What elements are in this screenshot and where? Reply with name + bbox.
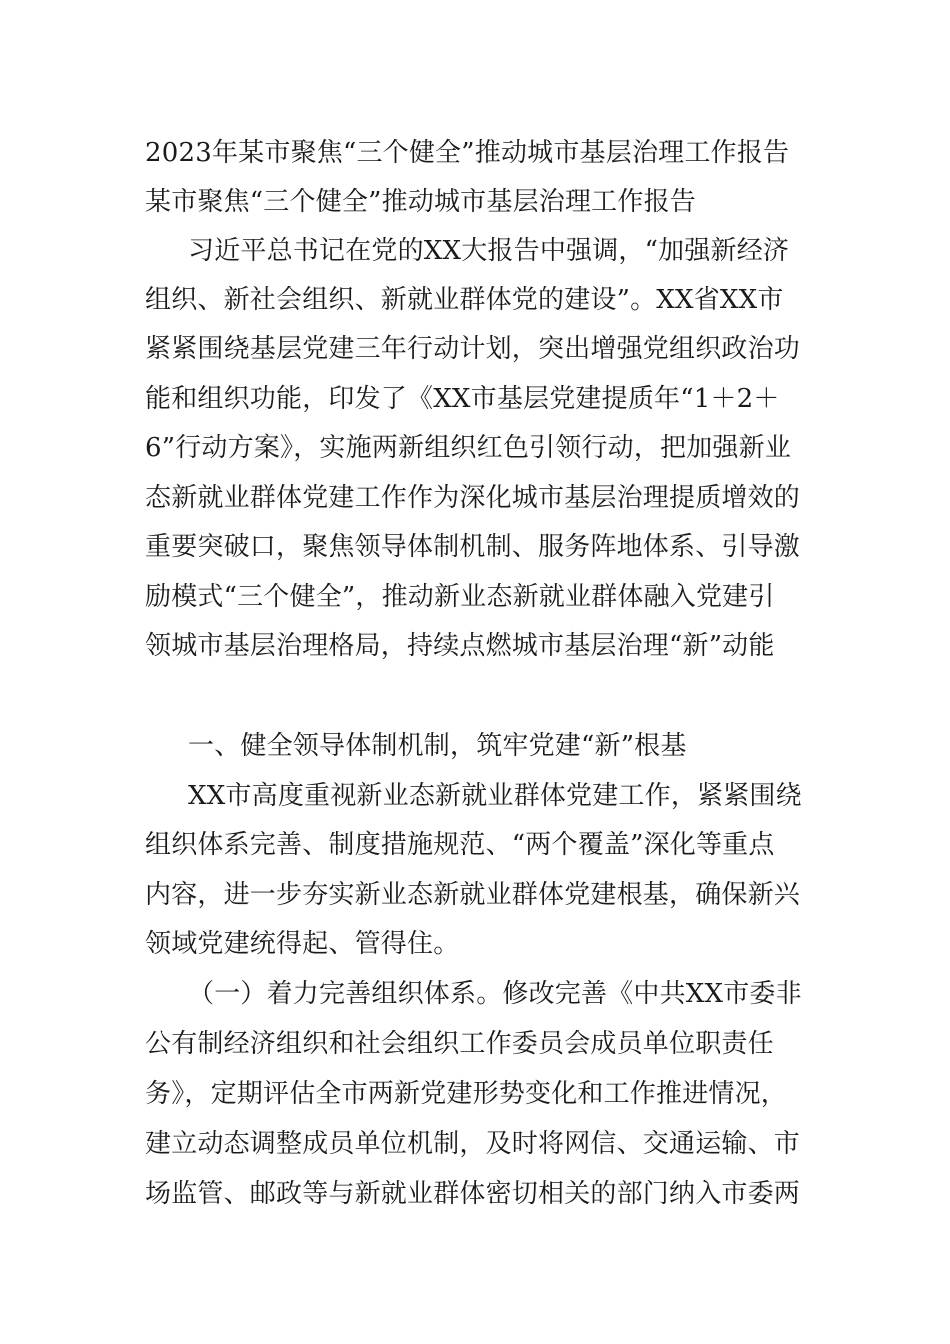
section-heading: 一、健全领导体制机制，筑牢党建“新”根基 <box>188 731 687 761</box>
subsection-paragraph-line: 建立动态调整成员单位机制，及时将网信、交通运输、市 <box>145 1129 801 1159</box>
subsection-paragraph-line: 场监管、邮政等与新就业群体密切相关的部门纳入市委两 <box>145 1179 801 1209</box>
intro-paragraph-line: 励模式“三个健全”，推动新业态新就业群体融入党建引 <box>145 582 775 612</box>
intro-paragraph-line: 紧紧围绕基层党建三年行动计划，突出增强党组织政治功 <box>145 334 801 364</box>
subsection-paragraph-line: 务》，定期评估全市两新党建形势变化和工作推进情况， <box>145 1079 788 1109</box>
document-subtitle: 某市聚焦“三个健全”推动城市基层治理工作报告 <box>145 187 696 217</box>
intro-paragraph-line: 能和组织功能，印发了《XX市基层党建提质年“1＋2＋ <box>145 384 780 414</box>
section-paragraph-line: XX市高度重视新业态新就业群体党建工作，紧紧围绕 <box>188 781 802 811</box>
intro-paragraph-line: 重要突破口，聚焦领导体制机制、服务阵地体系、引导激 <box>145 532 801 562</box>
section-paragraph-line: 组织体系完善、制度措施规范、“两个覆盖”深化等重点 <box>145 830 775 860</box>
document-title: 2023年某市聚焦“三个健全”推动城市基层治理工作报告 <box>145 138 790 168</box>
intro-paragraph-line: 态新就业群体党建工作作为深化城市基层治理提质增效的 <box>145 483 801 513</box>
intro-paragraph-line: 6”行动方案》，实施两新组织红色引领行动，把加强新业 <box>145 433 792 463</box>
intro-paragraph-line: 领城市基层治理格局，持续点燃城市基层治理“新”动能 <box>145 631 775 661</box>
intro-paragraph-line: 习近平总书记在党的XX大报告中强调，“加强新经济 <box>188 236 790 266</box>
section-paragraph-line: 领域党建统得起、管得住。 <box>145 929 460 959</box>
section-paragraph-line: 内容，进一步夯实新业态新就业群体党建根基，确保新兴 <box>145 880 801 910</box>
subsection-paragraph-line: 公有制经济组织和社会组织工作委员会成员单位职责任 <box>145 1029 774 1059</box>
subsection-paragraph-line: （一）着力完善组织体系。修改完善《中共XX市委非 <box>188 979 802 1009</box>
intro-paragraph-line: 组织、新社会组织、新就业群体党的建设”。XX省XX市 <box>145 285 784 315</box>
